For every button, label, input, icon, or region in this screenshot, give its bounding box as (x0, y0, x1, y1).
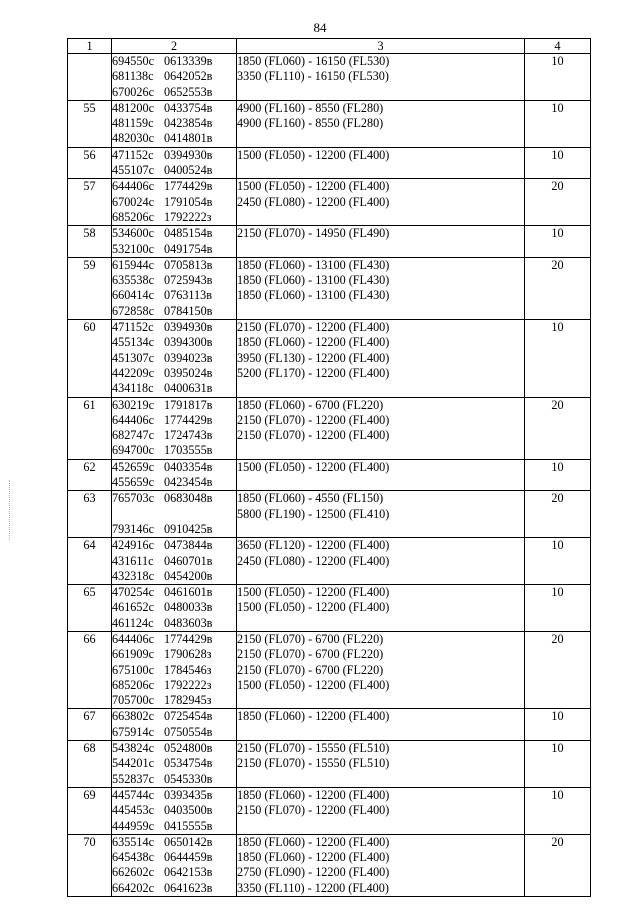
longitude: 0394930в (164, 147, 213, 162)
table-row (68, 459, 591, 491)
row-number (68, 54, 112, 101)
altitude-cell (237, 257, 525, 319)
coordinate-line (112, 850, 236, 865)
value-cell: 10 (525, 459, 591, 491)
coordinate-line (112, 803, 236, 818)
coordinate-line (112, 881, 236, 896)
coordinate-line (112, 491, 236, 506)
latitude: 461652с (112, 600, 154, 615)
table-row (68, 320, 591, 397)
header-row (68, 39, 591, 54)
coordinate-line (112, 131, 236, 146)
longitude: 0910425в (164, 521, 213, 536)
longitude: 0545330в (164, 771, 213, 786)
latitude: 675914с (112, 724, 154, 739)
coordinate-line (112, 475, 236, 490)
altitude-range: 2150 (FL070) - 12200 (FL400) (237, 428, 390, 443)
latitude: 434118с (112, 381, 154, 396)
table-row (68, 709, 591, 741)
value-cell: 10 (525, 585, 591, 632)
latitude: 444959с (112, 818, 154, 833)
coordinates-cell (112, 538, 237, 585)
coordinate-line (112, 335, 236, 350)
longitude: 0403354в (164, 459, 213, 474)
longitude: 0725454в (164, 709, 213, 724)
latitude: 630219с (112, 397, 154, 412)
longitude: 0642052в (164, 69, 213, 84)
longitude: 0763113в (164, 288, 212, 303)
coordinate-line (112, 320, 236, 335)
longitude: 0460701в (164, 553, 213, 568)
coordinates-cell (112, 54, 237, 101)
coordinates-cell (112, 787, 237, 834)
table-row (68, 834, 591, 896)
longitude: 0400524в (164, 163, 213, 178)
longitude: 0423854в (164, 116, 213, 131)
value-cell: 20 (525, 631, 591, 708)
margin-mark (9, 480, 11, 540)
longitude: 0524800в (164, 741, 213, 756)
latitude: 432318с (112, 568, 154, 583)
coordinate-line (112, 835, 236, 850)
altitude-range: 2150 (FL070) - 6700 (FL220) (237, 647, 384, 662)
value-cell: 20 (525, 491, 591, 538)
coordinate-line (112, 522, 236, 537)
coordinate-line (112, 101, 236, 116)
table-row (68, 787, 591, 834)
table-row (68, 100, 591, 147)
longitude: 0784150в (164, 303, 213, 318)
coordinates-cell (112, 147, 237, 179)
header-col-3: 3 (237, 39, 525, 54)
latitude: 455134с (112, 335, 154, 350)
coordinate-line (112, 616, 236, 631)
coordinate-line (112, 210, 236, 225)
coordinate-line (112, 819, 236, 834)
latitude: 445453с (112, 803, 154, 818)
table-row (68, 741, 591, 788)
table-row (68, 538, 591, 585)
latitude: 635538с (112, 273, 154, 288)
latitude: 424916с (112, 538, 154, 553)
longitude: 0454200в (164, 568, 213, 583)
longitude: 0433754в (164, 100, 213, 115)
altitude-cell (237, 54, 525, 101)
longitude: 1792222з (164, 677, 212, 692)
value-cell: 10 (525, 100, 591, 147)
value-cell: 10 (525, 709, 591, 741)
longitude: 1784546з (164, 662, 212, 677)
coordinate-line (112, 693, 236, 708)
altitude-range: 1500 (FL050) - 12200 (FL400) (237, 585, 390, 600)
altitude-range: 1850 (FL060) - 12200 (FL400) (237, 335, 390, 350)
altitude-range: 2150 (FL070) - 6700 (FL220) (237, 662, 384, 677)
table-row (68, 631, 591, 708)
row-number: 70 (68, 834, 112, 896)
altitude-cell (237, 787, 525, 834)
value-cell: 10 (525, 320, 591, 397)
coordinate-line (112, 54, 236, 69)
altitude-range: 1850 (FL060) - 12200 (FL400) (237, 787, 390, 802)
latitude: 670024с (112, 194, 154, 209)
longitude: 1774429в (164, 631, 213, 646)
latitude: 552837с (112, 771, 154, 786)
longitude: 0642153в (164, 865, 213, 880)
coordinate-line (112, 443, 236, 458)
coordinates-cell (112, 834, 237, 896)
row-number: 56 (68, 147, 112, 179)
coordinate-line (112, 569, 236, 584)
latitude: 543824с (112, 741, 154, 756)
longitude: 1792222з (164, 209, 212, 224)
coordinate-line (112, 179, 236, 194)
altitude-cell (237, 834, 525, 896)
altitude-range: 1850 (FL060) - 12200 (FL400) (237, 709, 390, 724)
latitude: 544201с (112, 756, 154, 771)
altitude-range: 5800 (FL190) - 12500 (FL410) (237, 506, 390, 521)
altitude-cell (237, 459, 525, 491)
coordinate-line (112, 195, 236, 210)
altitude-range: 1850 (FL060) - 6700 (FL220) (237, 397, 384, 412)
longitude: 1791054в (164, 194, 213, 209)
coordinates-cell (112, 226, 237, 258)
latitude: 461124с (112, 615, 154, 630)
longitude: 0725943в (164, 273, 213, 288)
table-row (68, 179, 591, 226)
longitude: 0480033в (164, 600, 213, 615)
altitude-cell (237, 320, 525, 397)
coordinate-line (112, 725, 236, 740)
coordinate-line (112, 709, 236, 724)
row-number: 67 (68, 709, 112, 741)
coordinate-line (112, 756, 236, 771)
altitude-range: 2450 (FL080) - 12200 (FL400) (237, 553, 390, 568)
latitude: 662602с (112, 865, 154, 880)
row-number: 58 (68, 226, 112, 258)
value-cell: 10 (525, 147, 591, 179)
latitude: 644406с (112, 412, 154, 427)
longitude: 0652553в (164, 84, 213, 99)
value-cell: 20 (525, 257, 591, 319)
altitude-range: 1850 (FL060) - 12200 (FL400) (237, 850, 390, 865)
row-number: 63 (68, 491, 112, 538)
latitude: 675100с (112, 662, 154, 677)
altitude-range: 2150 (FL070) - 12200 (FL400) (237, 803, 390, 818)
value-cell: 10 (525, 741, 591, 788)
longitude: 0403500в (164, 803, 213, 818)
latitude: 694700с (112, 443, 154, 458)
latitude: 685206с (112, 209, 154, 224)
coordinate-line (112, 258, 236, 273)
altitude-range: 4900 (FL160) - 8550 (FL280) (237, 116, 384, 131)
latitude: 455659с (112, 475, 154, 490)
altitude-range: 1500 (FL050) - 12200 (FL400) (237, 147, 390, 162)
coordinate-line (112, 85, 236, 100)
value-cell: 10 (525, 54, 591, 101)
row-number: 60 (68, 320, 112, 397)
row-number: 68 (68, 741, 112, 788)
altitude-cell (237, 179, 525, 226)
latitude: 661909с (112, 647, 154, 662)
latitude: 660414с (112, 288, 154, 303)
coordinate-line (112, 366, 236, 381)
coordinates-cell (112, 397, 237, 459)
coordinate-line (112, 585, 236, 600)
longitude: 0491754в (164, 241, 213, 256)
latitude: 672858с (112, 303, 154, 318)
latitude: 452659с (112, 459, 154, 474)
latitude: 481200с (112, 100, 154, 115)
coordinate-line (112, 788, 236, 803)
longitude: 0414801в (164, 131, 213, 146)
coordinate-line (112, 554, 236, 569)
altitude-cell (237, 585, 525, 632)
altitude-range: 2150 (FL070) - 15550 (FL510) (237, 741, 390, 756)
altitude-range: 2750 (FL090) - 12200 (FL400) (237, 865, 390, 880)
coordinates-cell (112, 100, 237, 147)
coordinate-line (112, 398, 236, 413)
value-cell: 20 (525, 397, 591, 459)
altitude-cell (237, 491, 525, 538)
table-row (68, 54, 591, 101)
coordinates-cell (112, 320, 237, 397)
value-cell: 10 (525, 787, 591, 834)
latitude: 442209с (112, 365, 154, 380)
page-number: 84 (313, 20, 327, 35)
altitude-range: 2150 (FL070) - 15550 (FL510) (237, 756, 390, 771)
latitude: 482030с (112, 131, 154, 146)
latitude: 663802с (112, 709, 154, 724)
longitude: 0683048в (164, 491, 213, 506)
latitude: 682747с (112, 428, 154, 443)
coordinate-line (112, 600, 236, 615)
row-number: 62 (68, 459, 112, 491)
altitude-range: 1500 (FL050) - 12200 (FL400) (237, 677, 390, 692)
altitude-range: 2150 (FL070) - 6700 (FL220) (237, 631, 384, 646)
altitude-range: 3650 (FL120) - 12200 (FL400) (237, 538, 390, 553)
row-number: 66 (68, 631, 112, 708)
altitude-range: 2150 (FL070) - 14950 (FL490) (237, 226, 390, 241)
altitude-range: 1850 (FL060) - 4550 (FL150) (237, 491, 384, 506)
altitude-range: 1500 (FL050) - 12200 (FL400) (237, 459, 390, 474)
longitude: 0394300в (164, 335, 213, 350)
table-row (68, 491, 591, 538)
row-number: 64 (68, 538, 112, 585)
coordinate-line (112, 772, 236, 787)
altitude-range: 1500 (FL050) - 12200 (FL400) (237, 600, 390, 615)
coordinate-line (112, 632, 236, 647)
table-row (68, 397, 591, 459)
latitude: 644406с (112, 631, 154, 646)
longitude: 0423454в (164, 475, 213, 490)
altitude-range: 3950 (FL130) - 12200 (FL400) (237, 350, 390, 365)
latitude: 470254с (112, 585, 154, 600)
longitude: 0393435в (164, 787, 213, 802)
coordinate-line (112, 69, 236, 84)
coordinates-cell (112, 491, 237, 538)
coordinates-cell (112, 709, 237, 741)
coordinate-line (112, 507, 236, 522)
altitude-range: 2150 (FL070) - 12200 (FL400) (237, 320, 390, 335)
latitude: 644406с (112, 179, 154, 194)
altitude-cell (237, 709, 525, 741)
value-cell: 10 (525, 226, 591, 258)
value-cell: 10 (525, 538, 591, 585)
longitude: 0750554в (164, 724, 213, 739)
altitude-range: 4900 (FL160) - 8550 (FL280) (237, 100, 384, 115)
latitude: 481159с (112, 116, 154, 131)
longitude: 0613339в (164, 54, 213, 68)
latitude: 765703с (112, 491, 154, 506)
latitude: 793146с (112, 521, 154, 536)
longitude: 0650142в (164, 834, 213, 849)
coordinate-line (112, 741, 236, 756)
row-number: 55 (68, 100, 112, 147)
longitude: 0641623в (164, 880, 213, 895)
latitude: 445744с (112, 787, 154, 802)
coordinate-line (112, 116, 236, 131)
longitude: 0394023в (164, 350, 213, 365)
coordinate-line (112, 413, 236, 428)
longitude: 0400631в (164, 381, 213, 396)
longitude: 0473844в (164, 538, 213, 553)
coordinate-line (112, 678, 236, 693)
longitude: 0395024в (164, 365, 213, 380)
header-col-1: 1 (68, 39, 112, 54)
longitude: 0485154в (164, 226, 213, 241)
altitude-range: 1850 (FL060) - 12200 (FL400) (237, 834, 390, 849)
altitude-range: 1850 (FL060) - 16150 (FL530) (237, 54, 390, 68)
coordinate-line (112, 351, 236, 366)
altitude-cell (237, 397, 525, 459)
row-number: 57 (68, 179, 112, 226)
latitude: 664202с (112, 880, 154, 895)
header-col-4: 4 (525, 39, 591, 54)
coordinate-line (112, 647, 236, 662)
coordinate-line (112, 226, 236, 241)
row-number: 59 (68, 257, 112, 319)
latitude: 471152с (112, 320, 154, 335)
longitude: 1703555в (164, 443, 213, 458)
longitude: 1724743в (164, 428, 213, 443)
longitude: 1774429в (164, 412, 213, 427)
latitude: 451307с (112, 350, 154, 365)
altitude-cell (237, 631, 525, 708)
longitude: 0483603в (164, 615, 213, 630)
altitude-cell (237, 147, 525, 179)
latitude: 685206с (112, 677, 154, 692)
altitude-range: 1500 (FL050) - 12200 (FL400) (237, 179, 390, 194)
row-number: 61 (68, 397, 112, 459)
latitude: 532100с (112, 241, 154, 256)
longitude: 0705813в (164, 257, 213, 272)
table-row (68, 147, 591, 179)
coordinate-line (112, 865, 236, 880)
latitude: 471152с (112, 147, 154, 162)
altitude-range: 1850 (FL060) - 13100 (FL430) (237, 273, 390, 288)
latitude: 615944с (112, 257, 154, 272)
longitude: 1782945з (164, 693, 212, 708)
longitude: 1791817в (164, 397, 213, 412)
coordinate-line (112, 273, 236, 288)
altitude-range: 1850 (FL060) - 13100 (FL430) (237, 257, 390, 272)
altitude-range: 2150 (FL070) - 12200 (FL400) (237, 412, 390, 427)
latitude: 431611с (112, 553, 154, 568)
coordinate-line (112, 304, 236, 319)
coordinate-line (112, 538, 236, 553)
longitude: 0394930в (164, 320, 213, 335)
altitude-cell (237, 741, 525, 788)
altitude-range: 3350 (FL110) - 12200 (FL400) (237, 880, 389, 895)
latitude: 455107с (112, 163, 154, 178)
longitude: 0534754в (164, 756, 213, 771)
value-cell: 20 (525, 179, 591, 226)
latitude: 635514с (112, 834, 154, 849)
coordinate-line (112, 242, 236, 257)
latitude: 681138с (112, 69, 154, 84)
altitude-cell (237, 538, 525, 585)
coordinate-line (112, 663, 236, 678)
latitude: 645438с (112, 850, 154, 865)
altitude-range: 1850 (FL060) - 13100 (FL430) (237, 288, 390, 303)
table-row (68, 226, 591, 258)
coordinates-cell (112, 741, 237, 788)
coordinate-line (112, 460, 236, 475)
coordinates-cell (112, 179, 237, 226)
value-cell: 20 (525, 834, 591, 896)
altitude-cell (237, 226, 525, 258)
coordinate-line (112, 288, 236, 303)
coordinate-line (112, 148, 236, 163)
coordinates-cell (112, 257, 237, 319)
altitude-range: 3350 (FL110) - 16150 (FL530) (237, 69, 389, 84)
coordinate-line (112, 381, 236, 396)
airspace-table (67, 38, 591, 897)
table-row (68, 585, 591, 632)
longitude: 0415555в (164, 818, 213, 833)
coordinates-cell (112, 631, 237, 708)
latitude: 534600с (112, 226, 154, 241)
coordinate-line (112, 163, 236, 178)
table-row (68, 257, 591, 319)
row-number: 69 (68, 787, 112, 834)
coordinates-cell (112, 459, 237, 491)
altitude-range: 5200 (FL170) - 12200 (FL400) (237, 365, 390, 380)
longitude: 0461601в (164, 585, 213, 600)
longitude: 0644459в (164, 850, 213, 865)
altitude-range: 2450 (FL080) - 12200 (FL400) (237, 194, 390, 209)
latitude: 694550с (112, 54, 154, 68)
header-col-2: 2 (112, 39, 237, 54)
row-number: 65 (68, 585, 112, 632)
latitude: 670026с (112, 84, 154, 99)
coordinates-cell (112, 585, 237, 632)
altitude-cell (237, 100, 525, 147)
longitude: 1774429в (164, 179, 213, 194)
longitude: 1790628з (164, 647, 212, 662)
coordinate-line (112, 428, 236, 443)
latitude: 705700с (112, 693, 154, 708)
